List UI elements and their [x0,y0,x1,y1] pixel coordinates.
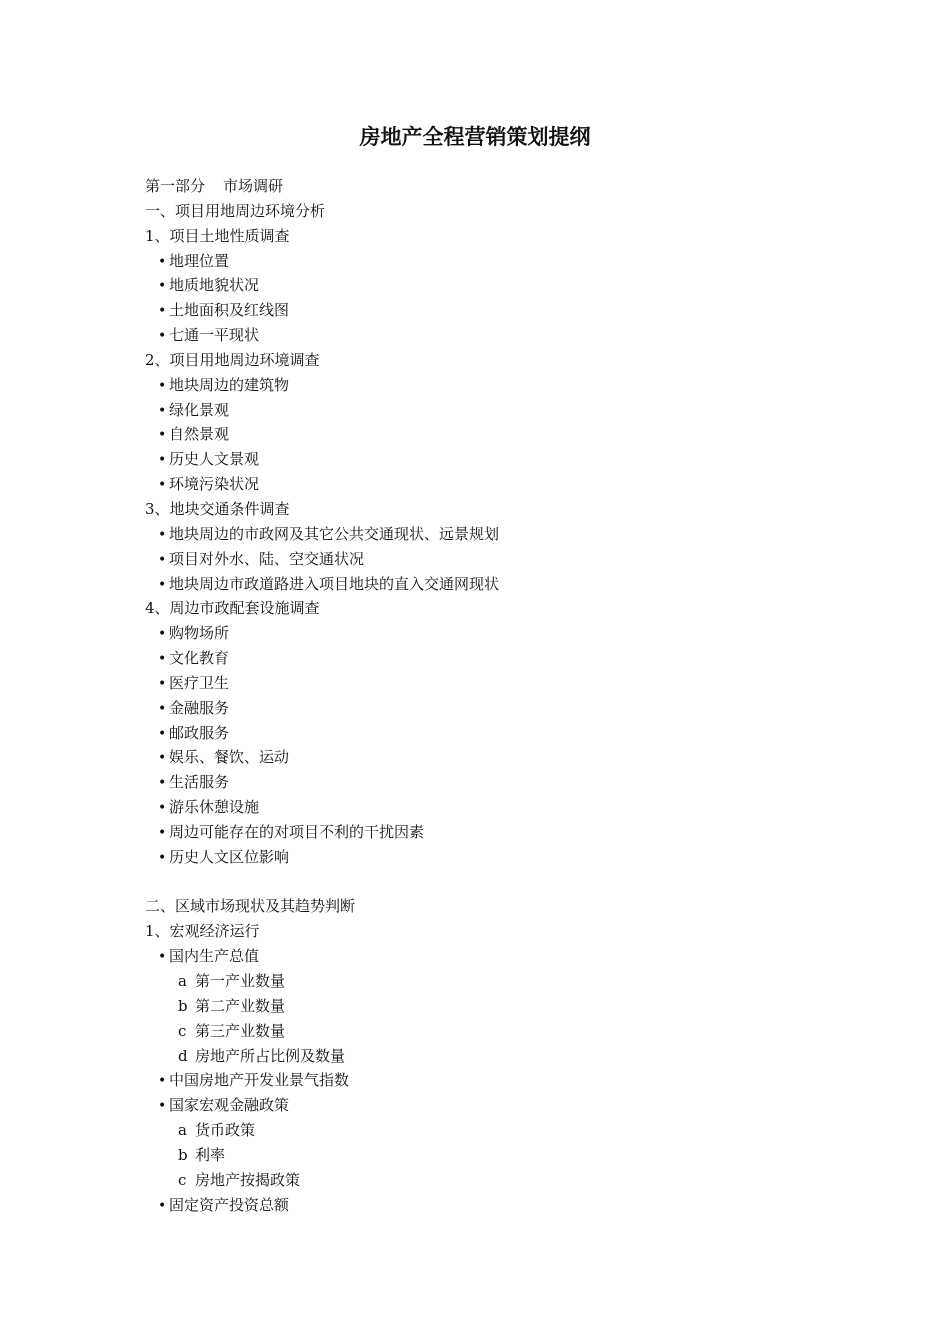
bullet-icon: • [158,526,167,543]
bullet-item [145,671,865,696]
bullet-icon: • [158,427,167,444]
line-text: 利率 [195,1145,226,1164]
sub-item [145,1168,865,1193]
subsection-heading [145,348,865,373]
bullet-icon: • [158,1197,167,1214]
bullet-icon: • [158,402,167,419]
bullet-item [145,795,865,820]
line-text: 购物场所 [169,624,230,643]
bullet-icon: • [158,1098,167,1115]
subsection-heading [145,224,865,249]
line-text: 1、项目土地性质调查 [145,226,290,245]
bullet-icon: • [158,725,167,742]
line-text: 地块周边的市政网及其它公共交通现状、远景规划 [169,524,500,543]
bullet-item [145,646,865,671]
bullet-icon: • [158,477,167,494]
bullet-item [145,572,865,597]
bullet-icon: • [158,750,167,767]
sub-item [145,1044,865,1069]
line-text: 地块周边市政道路进入项目地块的直入交通网现状 [169,574,500,593]
line-text: 历史人文区位影响 [169,847,290,866]
line-text: 项目对外水、陆、空交通状况 [169,549,365,568]
bullet-icon: • [158,303,167,320]
bullet-item [145,522,865,547]
line-text: 文化教育 [169,649,230,668]
bullet-item [145,721,865,746]
bullet-item [145,447,865,472]
line-text: 地质地貌状况 [169,276,260,295]
line-text: 土地面积及红线图 [169,301,290,320]
line-text: 第三产业数量 [195,1021,286,1040]
bullet-item [145,398,865,423]
bullet-item [145,422,865,447]
line-text: 国家宏观金融政策 [169,1096,290,1115]
bullet-icon: • [158,824,167,841]
line-text: 地理位置 [169,251,230,270]
bullet-icon: • [158,775,167,792]
bullet-icon: • [158,1073,167,1090]
line-text: 固定资产投资总额 [169,1195,290,1214]
line-text: 货币政策 [195,1121,256,1140]
part-name: 市场调研 [223,177,284,195]
bullet-icon: • [158,800,167,817]
bullet-icon: • [158,651,167,668]
bullet-item [145,845,865,870]
outline [145,174,865,1217]
bullet-icon: • [158,377,167,394]
bullet-icon: • [158,328,167,345]
sub-item-marker: a [178,1121,187,1140]
line-text: 绿化景观 [169,400,230,419]
sub-item-marker: b [178,1145,188,1164]
bullet-item [145,472,865,497]
line-text: 房地产所占比例及数量 [195,1046,346,1065]
line-text: 历史人文景观 [169,450,260,469]
sub-item-marker: d [178,1046,188,1065]
line-text: 一、项目用地周边环境分析 [145,201,326,220]
bullet-item [145,696,865,721]
line-text: 金融服务 [169,698,230,717]
bullet-item [145,1068,865,1093]
bullet-item [145,298,865,323]
sub-item-marker: a [178,972,187,990]
line-text: 4、周边市政配套设施调查 [145,599,320,618]
bullet-icon: • [158,675,167,692]
line-text: 自然景观 [169,425,230,444]
line-text: 二、区域市场现状及其趋势判断 [145,897,356,916]
line-text: 2、项目用地周边环境调查 [145,350,320,369]
section-heading [145,894,865,919]
sub-item-marker: b [178,996,188,1015]
sub-item [145,1143,865,1168]
line-text: 第二产业数量 [195,996,286,1015]
bullet-icon: • [158,278,167,295]
bullet-icon: • [158,551,167,568]
line-text: 国内生产总值 [169,947,260,966]
bullet-icon: • [158,452,167,469]
line-text: 游乐休憩设施 [169,798,260,817]
line-text: 3、地块交通条件调查 [145,499,290,518]
line-text: 七通一平现状 [169,326,260,345]
bullet-item [145,621,865,646]
line-text: 房地产按揭政策 [195,1170,301,1189]
sub-item [145,1118,865,1143]
bullet-icon: • [158,700,167,717]
bullet-item [145,323,865,348]
bullet-icon: • [158,253,167,270]
document-title: 房地产全程营销策划提纲 [359,125,591,149]
bullet-item [145,745,865,770]
bullet-item [145,547,865,572]
bullet-item [145,944,865,969]
bullet-item [145,1193,865,1218]
subsection-heading [145,497,865,522]
part-heading [145,174,865,199]
part-label: 第一部分 [145,177,206,195]
line-text: 1、宏观经济运行 [145,922,260,941]
bullet-icon: • [158,949,167,966]
sub-item [145,1019,865,1044]
bullet-item [145,1093,865,1118]
line-text: 第一产业数量 [195,972,286,990]
sub-item [145,969,865,994]
section-heading [145,199,865,224]
subsection-heading [145,596,865,621]
line-text: 娱乐、餐饮、运动 [169,748,290,767]
line-text: 邮政服务 [169,723,230,742]
bullet-icon: • [158,626,167,643]
bullet-item [145,770,865,795]
line-text: 周边可能存在的对项目不利的干扰因素 [169,822,425,841]
line-text: 生活服务 [169,773,230,792]
bullet-item [145,273,865,298]
sub-item-marker: c [178,1170,187,1189]
bullet-item [145,249,865,274]
blank-line [145,870,865,895]
bullet-icon: • [158,576,167,593]
bullet-icon: • [158,849,167,866]
line-text: 医疗卫生 [169,673,230,692]
bullet-item [145,373,865,398]
line-text: 地块周边的建筑物 [169,375,290,394]
sub-item [145,994,865,1019]
bullet-item [145,820,865,845]
subsection-heading [145,919,865,944]
sub-item-marker: c [178,1021,187,1040]
line-text: 环境污染状况 [169,475,260,494]
line-text: 中国房地产开发业景气指数 [169,1071,350,1090]
